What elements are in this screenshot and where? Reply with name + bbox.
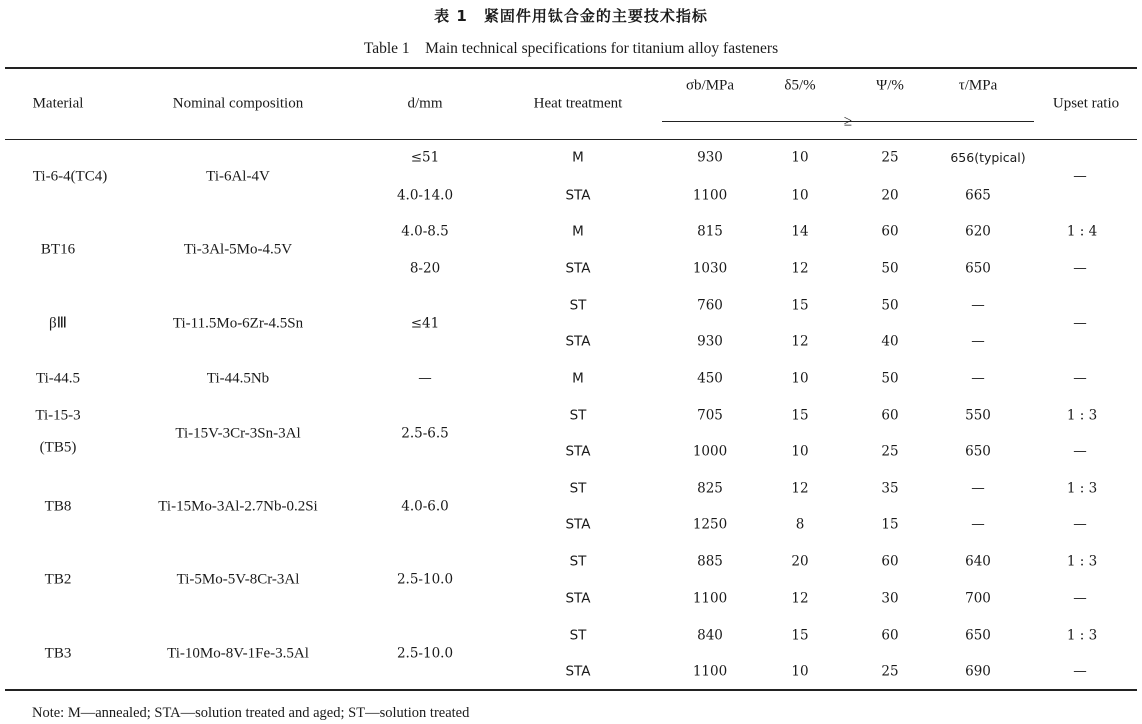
psi-cell: 50 bbox=[881, 297, 899, 314]
tau-cell: — bbox=[971, 333, 985, 350]
tau-cell: 665 bbox=[965, 187, 991, 204]
tau-cell: — bbox=[971, 480, 985, 497]
heat-treatment-cell: STA bbox=[565, 333, 591, 350]
composition-cell: Ti-10Mo-8V-1Fe-3.5Al bbox=[167, 645, 309, 662]
sigma-cell: 930 bbox=[697, 333, 723, 350]
sigma-cell: 825 bbox=[697, 480, 723, 497]
composition-cell: Ti-11.5Mo-6Zr-4.5Sn bbox=[172, 315, 304, 332]
sigma-cell: 760 bbox=[697, 297, 723, 314]
heat-treatment-cell: STA bbox=[565, 516, 591, 533]
delta-cell: 10 bbox=[791, 443, 809, 460]
psi-cell: 35 bbox=[881, 480, 899, 497]
sigma-cell: 450 bbox=[697, 370, 723, 387]
delta-cell: 10 bbox=[791, 187, 809, 204]
header-diameter: d/mm bbox=[407, 95, 443, 112]
psi-cell: 40 bbox=[881, 333, 899, 350]
psi-cell: 60 bbox=[881, 407, 899, 424]
diameter-cell: 4.0-14.0 bbox=[396, 187, 454, 204]
sigma-cell: 815 bbox=[697, 223, 723, 240]
material-cell: Ti-6-4(TC4) bbox=[32, 168, 108, 185]
delta-cell: 12 bbox=[791, 333, 809, 350]
heat-treatment-cell: STA bbox=[565, 590, 591, 607]
sigma-cell: 1250 bbox=[692, 516, 728, 533]
upset-cell: — bbox=[1073, 516, 1087, 533]
heat-treatment-cell: STA bbox=[565, 663, 591, 680]
sigma-cell: 705 bbox=[697, 407, 723, 424]
delta-cell: 12 bbox=[791, 480, 809, 497]
sigma-cell: 1100 bbox=[692, 590, 728, 607]
composition-cell: Ti-3Al-5Mo-4.5V bbox=[183, 241, 293, 258]
header-psi: Ψ/% bbox=[876, 77, 904, 94]
composition-cell: Ti-15V-3Cr-3Sn-3Al bbox=[175, 425, 301, 442]
diameter-cell: ≤41 bbox=[410, 315, 440, 332]
table-note: Note: M—annealed; STA—solution treated and aged; ST—solution treated bbox=[32, 705, 470, 721]
psi-cell: 50 bbox=[881, 260, 899, 277]
sigma-cell: 1000 bbox=[692, 443, 728, 460]
tau-cell: 650 bbox=[965, 627, 991, 644]
header-upset-ratio: Upset ratio bbox=[1052, 95, 1120, 112]
sigma-cell: 885 bbox=[697, 553, 723, 570]
material-cell: BT16 bbox=[40, 241, 76, 258]
upset-cell: — bbox=[1073, 168, 1087, 185]
upset-cell: — bbox=[1073, 370, 1087, 387]
diameter-cell: 4.0-6.0 bbox=[401, 498, 449, 515]
composition-cell: Ti-6Al-4V bbox=[206, 168, 270, 185]
heat-treatment-cell: ST bbox=[569, 297, 587, 314]
psi-cell: 50 bbox=[881, 370, 899, 387]
delta-cell: 15 bbox=[791, 297, 809, 314]
upset-cell: — bbox=[1073, 315, 1087, 332]
composition-cell: Ti-44.5Nb bbox=[206, 370, 270, 387]
psi-cell: 25 bbox=[881, 663, 899, 680]
heat-treatment-cell: ST bbox=[569, 627, 587, 644]
header-nominal-composition: Nominal composition bbox=[172, 95, 304, 112]
material-cell: βⅢ bbox=[49, 315, 67, 332]
heat-treatment-cell: ST bbox=[569, 553, 587, 570]
diameter-cell: 8-20 bbox=[409, 260, 441, 277]
tau-cell: 700 bbox=[965, 590, 991, 607]
tau-cell: — bbox=[971, 297, 985, 314]
delta-cell: 8 bbox=[795, 516, 805, 533]
sigma-cell: 1030 bbox=[692, 260, 728, 277]
material-cell: Ti-15-3 bbox=[35, 407, 81, 424]
psi-cell: 60 bbox=[881, 553, 899, 570]
diameter-cell: 2.5-10.0 bbox=[396, 645, 454, 662]
upset-cell: 1 : 3 bbox=[1066, 627, 1098, 644]
diameter-cell: 2.5-10.0 bbox=[396, 571, 454, 588]
upset-cell: — bbox=[1073, 260, 1087, 277]
heat-treatment-cell: ST bbox=[569, 407, 587, 424]
tau-cell: 620 bbox=[965, 223, 991, 240]
diameter-cell: 2.5-6.5 bbox=[401, 425, 449, 442]
tau-cell: 656(typical) bbox=[950, 149, 1026, 165]
heat-treatment-cell: STA bbox=[565, 443, 591, 460]
header-delta: δ5/% bbox=[784, 77, 816, 94]
diameter-cell: ≤51 bbox=[410, 149, 440, 166]
tau-cell: 690 bbox=[965, 663, 991, 680]
heat-treatment-cell: M bbox=[572, 149, 584, 166]
psi-cell: 15 bbox=[881, 516, 899, 533]
material-cell: Ti-44.5 bbox=[35, 370, 81, 387]
delta-cell: 10 bbox=[791, 370, 809, 387]
header-sigma: σb/MPa bbox=[685, 77, 735, 94]
tau-cell: — bbox=[971, 516, 985, 533]
header-heat-treatment: Heat treatment bbox=[533, 95, 623, 112]
tau-cell: 650 bbox=[965, 260, 991, 277]
tau-cell: 550 bbox=[965, 407, 991, 424]
header-material: Material bbox=[32, 95, 84, 112]
psi-cell: 30 bbox=[881, 590, 899, 607]
tau-cell: — bbox=[971, 370, 985, 387]
heat-treatment-cell: ST bbox=[569, 480, 587, 497]
delta-cell: 12 bbox=[791, 260, 809, 277]
tau-cell: 650 bbox=[965, 443, 991, 460]
upset-cell: 1 : 4 bbox=[1066, 223, 1098, 240]
psi-cell: 25 bbox=[881, 443, 899, 460]
sigma-cell: 930 bbox=[697, 149, 723, 166]
upset-cell: 1 : 3 bbox=[1066, 407, 1098, 424]
heat-treatment-cell: M bbox=[572, 223, 584, 240]
header-rule bbox=[5, 139, 1137, 140]
header-minimum-symbol: ≥ bbox=[843, 113, 853, 130]
header-tau: τ/MPa bbox=[958, 77, 998, 94]
heat-treatment-cell: STA bbox=[565, 260, 591, 277]
sigma-cell: 1100 bbox=[692, 663, 728, 680]
psi-cell: 60 bbox=[881, 223, 899, 240]
delta-cell: 10 bbox=[791, 149, 809, 166]
composition-cell: Ti-15Mo-3Al-2.7Nb-0.2Si bbox=[158, 498, 318, 515]
bottom-rule bbox=[5, 689, 1137, 691]
sigma-cell: 1100 bbox=[692, 187, 728, 204]
top-rule bbox=[5, 67, 1137, 69]
psi-cell: 20 bbox=[881, 187, 899, 204]
material-cell-line2: (TB5) bbox=[39, 439, 77, 456]
delta-cell: 20 bbox=[791, 553, 809, 570]
upset-cell: 1 : 3 bbox=[1066, 480, 1098, 497]
heat-treatment-cell: M bbox=[572, 370, 584, 387]
delta-cell: 12 bbox=[791, 590, 809, 607]
material-cell: TB8 bbox=[44, 498, 72, 515]
table-title-en: Table 1 Main technical specifications for titanium alloy fasteners bbox=[363, 40, 779, 57]
psi-cell: 25 bbox=[881, 149, 899, 166]
psi-cell: 60 bbox=[881, 627, 899, 644]
upset-cell: 1 : 3 bbox=[1066, 553, 1098, 570]
delta-cell: 10 bbox=[791, 663, 809, 680]
upset-cell: — bbox=[1073, 663, 1087, 680]
diameter-cell: 4.0-8.5 bbox=[401, 223, 449, 240]
delta-cell: 15 bbox=[791, 407, 809, 424]
composition-cell: Ti-5Mo-5V-8Cr-3Al bbox=[176, 571, 300, 588]
upset-cell: — bbox=[1073, 443, 1087, 460]
tau-cell: 640 bbox=[965, 553, 991, 570]
delta-cell: 15 bbox=[791, 627, 809, 644]
sigma-cell: 840 bbox=[697, 627, 723, 644]
material-cell: TB2 bbox=[44, 571, 72, 588]
table-title-cn: 表 1 紧固件用钛合金的主要技术指标 bbox=[434, 7, 708, 25]
upset-cell: — bbox=[1073, 590, 1087, 607]
diameter-cell: — bbox=[418, 370, 432, 387]
delta-cell: 14 bbox=[791, 223, 809, 240]
heat-treatment-cell: STA bbox=[565, 187, 591, 204]
material-cell: TB3 bbox=[44, 645, 72, 662]
